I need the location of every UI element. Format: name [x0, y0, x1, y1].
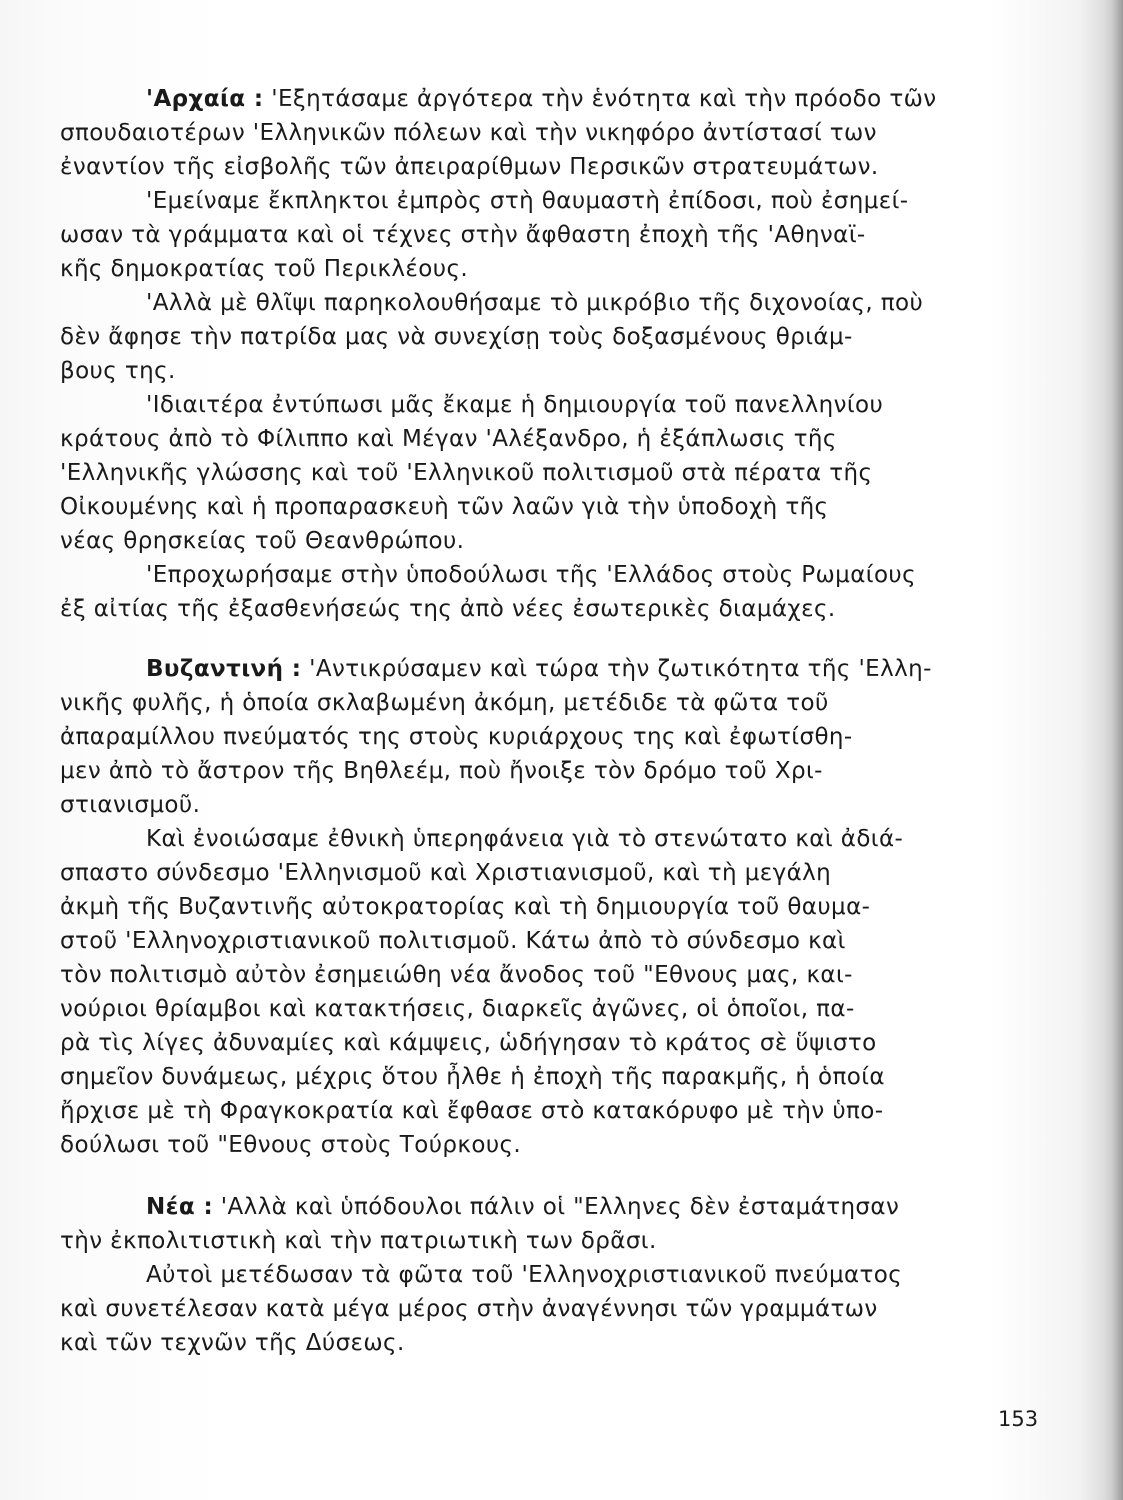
vyzantini-line: ἤρχισε μὲ τὴ Φραγκοκρατία καὶ ἔφθασε στὸ κατακόρυφο μὲ τὴν ὑπο- — [60, 1098, 884, 1124]
vyzantini-line: τὸν πολιτισμὸ αὐτὸν ἐσημειώθη νέα ἄνοδος τοῦ "Εθνους μας, και- — [60, 962, 853, 988]
vyzantini-line-1 — [60, 652, 1045, 686]
archaia-line: 'Αλλὰ μὲ θλῖψι παρηκολουθήσαμε τὸ μικρόβιο τῆς διχονοίας, ποὺ — [146, 290, 924, 316]
archaia-line-1 — [60, 82, 1045, 116]
nea-line-1 — [60, 1190, 1045, 1224]
archaia-line: 'Ελληνικῆς γλώσσης καὶ τοῦ 'Ελληνικοῦ πολιτισμοῦ στὰ πέρατα τῆς — [60, 460, 873, 486]
archaia-heading: 'Αρχαία : — [146, 86, 264, 112]
archaia-line: δὲν ἄφησε τὴν πατρίδα μας νὰ συνεχίσῃ τοὺς δοξασμένους θριάμ- — [60, 324, 853, 350]
text-block — [60, 82, 1045, 1356]
vyzantini-line: Καὶ ἐνοιώσαμε ἐθνικὴ ὑπερηφάνεια γιὰ τὸ στενώτατο καὶ ἀδιά- — [146, 826, 904, 852]
vyzantini-line: σημεῖον δυνάμεως, μέχρις ὅτου ἦλθε ἡ ἐποχὴ τῆς παρακμῆς, ἡ ὁποία — [60, 1064, 885, 1090]
vyzantini-first-line: 'Αντικρύσαμεν καὶ τώρα τὴν ζωτικότητα τῆς 'Ελλη- — [301, 656, 932, 682]
archaia-line: ἐναντίον τῆς εἰσβολῆς τῶν ἀπειραρίθμων Περσικῶν στρατευμάτων. — [60, 154, 879, 180]
vyzantini-line: νούριοι θρίαμβοι καὶ κατακτήσεις, διαρκεῖς ἀγῶνες, οἱ ὁποῖοι, πα- — [60, 996, 855, 1022]
vyzantini-line: σπαστο σύνδεσμο 'Ελληνισμοῦ καὶ Χριστιανισμοῦ, καὶ τὴ μεγάλη — [60, 860, 832, 886]
nea-line: τὴν ἐκπολιτιστικὴ καὶ τὴν πατριωτικὴ των δρᾶσι. — [60, 1228, 657, 1254]
nea-line: καὶ τῶν τεχνῶν τῆς Δύσεως. — [60, 1330, 405, 1356]
vyzantini-line: στοῦ 'Ελληνοχριστιανικοῦ πολιτισμοῦ. Κάτω ἀπὸ τὸ σύνδεσμο καὶ — [60, 928, 846, 954]
archaia-line: 'Επροχωρήσαμε στὴν ὑποδούλωσι τῆς 'Ελλάδος στοὺς Ρωμαίους — [146, 562, 917, 588]
vyzantini-line: ρὰ τὶς λίγες ἀδυναμίες καὶ κάμψεις, ὡδήγησαν τὸ κράτος σὲ ὕψιστο — [60, 1030, 877, 1056]
nea-line: καὶ συνετέλεσαν κατὰ μέγα μέρος στὴν ἀναγέννησι τῶν γραμμάτων — [60, 1296, 878, 1322]
archaia-line: ἐξ αἰτίας τῆς ἐξασθενήσεώς της ἀπὸ νέες ἐσωτερικὲς διαμάχες. — [60, 596, 836, 622]
page-edge-shadow — [1105, 0, 1123, 1500]
archaia-line: κῆς δημοκρατίας τοῦ Περικλέους. — [60, 256, 469, 282]
nea-first-line: 'Αλλὰ καὶ ὑπόδουλοι πάλιν οἱ "Ελληνες δὲν ἐσταμάτησαν — [213, 1194, 900, 1220]
vyzantini-line: δούλωσι τοῦ "Εθνους στοὺς Τούρκους. — [60, 1132, 522, 1158]
archaia-line: σπουδαιοτέρων 'Ελληνικῶν πόλεων καὶ τὴν νικηφόρο ἀντίστασί των — [60, 120, 877, 146]
archaia-line: 'Εμείναμε ἔκπληκτοι ἐμπρὸς στὴ θαυμαστὴ ἐπίδοσι, ποὺ ἐσημεί- — [146, 188, 909, 214]
vyzantini-line: μεν ἀπὸ τὸ ἄστρον τῆς Βηθλεέμ, ποὺ ἤνοιξε τὸν δρόμο τοῦ Χρι- — [60, 758, 823, 784]
archaia-line: βους της. — [60, 358, 176, 384]
vyzantini-line: στιανισμοῦ. — [60, 792, 201, 818]
vyzantini-line: νικῆς φυλῆς, ἡ ὁποία σκλαβωμένη ἀκόμη, μετέδιδε τὰ φῶτα τοῦ — [60, 690, 829, 716]
archaia-first-line: 'Εξητάσαμε ἀργότερα τὴν ἑνότητα καὶ τὴν πρόοδο τῶν — [263, 86, 937, 112]
vyzantini-line: ἀπαραμίλλου πνεύματός της στοὺς κυριάρχους της καὶ ἐφωτίσθη- — [60, 724, 853, 750]
page-number: 153 — [998, 1407, 1039, 1431]
archaia-line: κράτους ἀπὸ τὸ Φίλιππο καὶ Μέγαν 'Αλέξανδρο, ἡ ἐξάπλωσις τῆς — [60, 426, 837, 452]
vyzantini-heading: Βυζαντινή : — [146, 656, 302, 682]
archaia-line: ωσαν τὰ γράμματα καὶ οἱ τέχνες στὴν ἄφθαστη ἐποχὴ τῆς 'Αθηναϊ- — [60, 222, 866, 248]
vyzantini-line: ἀκμὴ τῆς Βυζαντινῆς αὐτοκρατορίας καὶ τὴ δημιουργία τοῦ θαυμα- — [60, 894, 871, 920]
nea-heading: Νέα : — [146, 1194, 214, 1220]
archaia-line: νέας θρησκείας τοῦ Θεανθρώπου. — [60, 528, 465, 554]
archaia-line: 'Ιδιαιτέρα ἐντύπωσι μᾶς ἔκαμε ἡ δημιουργία τοῦ πανελληνίου — [146, 392, 884, 418]
nea-line: Αὐτοὶ μετέδωσαν τὰ φῶτα τοῦ 'Ελληνοχριστιανικοῦ πνεύματος — [146, 1262, 903, 1288]
archaia-line: Οἰκουμένης καὶ ἡ προπαρασκευὴ τῶν λαῶν γιὰ τὴν ὑποδοχὴ τῆς — [60, 494, 829, 520]
